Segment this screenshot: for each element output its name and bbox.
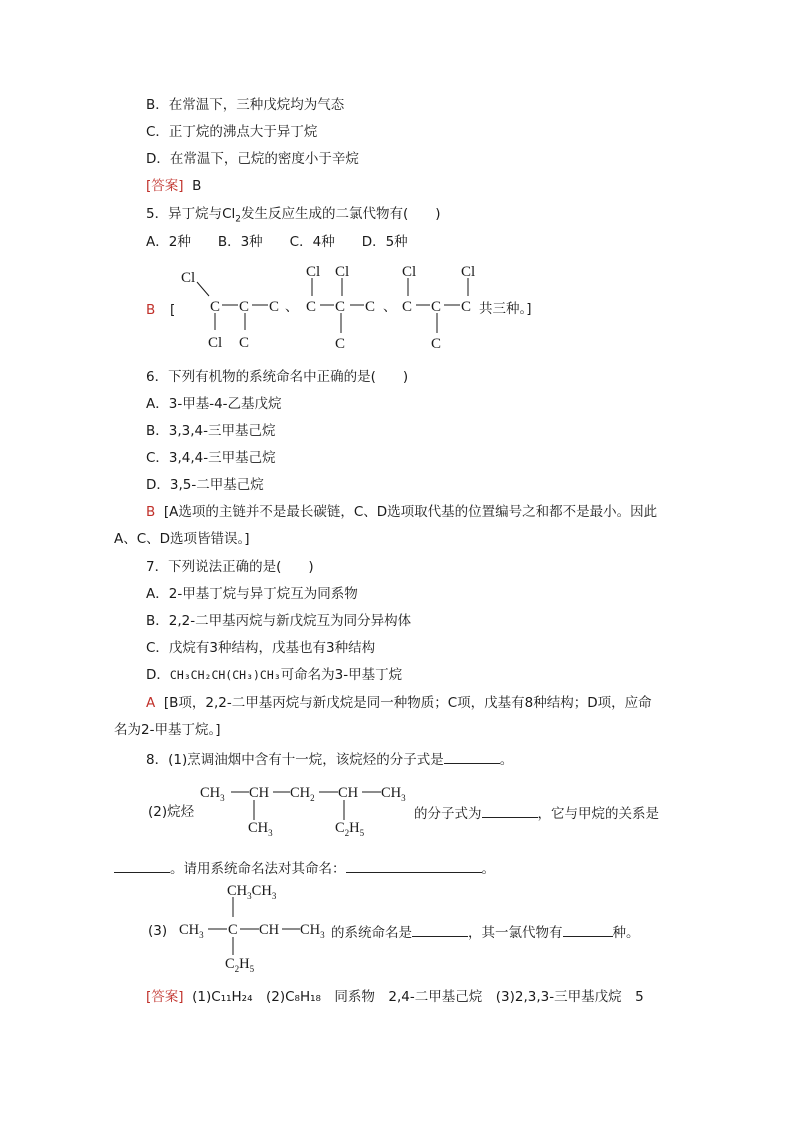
q7-stem: 7．下列说法正确的是( ) (146, 559, 314, 575)
explanation-line: [B项，2,2-二甲基丙烷与新戊烷是同一种物质；C项，戊基有8种结构；D项，应命 (163, 695, 652, 711)
q6-explanation (146, 503, 657, 521)
h: H (239, 956, 250, 972)
sub: 3 (401, 793, 406, 803)
answer-blank[interactable] (482, 803, 538, 818)
h: H (349, 820, 360, 836)
sub: 2 (344, 828, 350, 838)
q6-explanation-2: A、C、D选项皆错误。] (114, 531, 250, 547)
part3-text: 的系统命名是 (331, 925, 412, 941)
sub: 3 (199, 930, 204, 940)
s1-cl-bottom: Cl (208, 335, 223, 351)
q7-option-b: B．2,2-二甲基丙烷与新戊烷互为同分异构体 (146, 613, 412, 629)
quaternary-c: C (228, 922, 238, 938)
part3-text-2: ，其一氯代物有 (468, 925, 563, 941)
c2h5-bottom: C (225, 956, 235, 972)
q5-explain-end: 共三种。] (479, 301, 532, 317)
s1-c3: C (269, 299, 280, 315)
q8-part3-tail (331, 922, 640, 942)
svg-text:CH3 (300, 922, 325, 940)
q6-option-c: C．3,4,4-三甲基己烷 (146, 450, 276, 466)
s1-cl-top: Cl (181, 270, 196, 286)
q7-option-d (146, 666, 402, 684)
sub: 3 (220, 793, 225, 803)
ch3-right: CH (300, 922, 321, 938)
punct: 。 (481, 861, 495, 877)
answer-tag: [答案] (146, 178, 184, 194)
answer-blank[interactable] (346, 858, 482, 873)
q6-option-a: A．3-甲基-4-乙基戊烷 (146, 396, 282, 412)
svg-text:CH3 (200, 785, 225, 803)
q8-part3-label: (3) (148, 923, 168, 939)
svg-text:C2H5 (335, 820, 365, 838)
svg-text:CH3 (381, 785, 406, 803)
ch-1: CH (249, 785, 270, 801)
q4-option-c: C．正丁烷的沸点大于异丁烷 (146, 124, 318, 140)
sep-1: 、 (285, 299, 299, 315)
answer-blank[interactable] (114, 858, 170, 873)
s3-cl2: Cl (461, 264, 476, 280)
q4-option-b: B．在常温下，三种戊烷均为气态 (146, 97, 345, 113)
sub: 2 (310, 793, 315, 803)
ch3-down: CH (248, 820, 269, 836)
q7-option-c: C．戊烷有3种结构，戊基也有3种结构 (146, 640, 376, 656)
ch3-left: CH (179, 922, 200, 938)
q5-bracket: [ (170, 302, 176, 318)
sub: 3 (320, 930, 325, 940)
part1-text: 8．(1)烹调油烟中含有十一烷，该烷烃的分子式是 (146, 752, 444, 768)
q4-option-d: D．在常温下，己烷的密度小于辛烷 (146, 151, 359, 167)
punct: 。 (499, 752, 514, 768)
sub: 3 (268, 828, 273, 838)
ch3-right: CH (381, 785, 402, 801)
q8-part2-label: (2)烷烃 (148, 804, 195, 820)
sub: 3 (247, 891, 252, 901)
sep-2: 、 (383, 299, 397, 315)
q6-option-b: B．3,3,4-三甲基己烷 (146, 423, 276, 439)
q6-stem: 6．下列有机物的系统命名中正确的是( ) (146, 369, 409, 385)
subscript: 2 (235, 214, 242, 225)
q7-option-a: A．2-甲基丁烷与异丁烷互为同系物 (146, 586, 358, 602)
sub: 2 (234, 964, 240, 974)
s1-c1: C (210, 299, 221, 315)
s1-c4: C (239, 335, 250, 351)
option-text: 可命名为3-甲基丁烷 (280, 667, 403, 683)
svg-text:CH3 (179, 922, 204, 940)
ch-2: CH (338, 785, 359, 801)
part2-line2-text: 。请用系统命名法对其命名： (170, 861, 346, 877)
s2-cl1: Cl (306, 264, 321, 280)
formula: CH₃CH₂CH(CH₃)CH₃ (169, 668, 281, 682)
answer-blank[interactable] (412, 922, 468, 937)
s2-c1: C (306, 299, 317, 315)
s1-c2: C (239, 299, 250, 315)
sub: 5 (249, 964, 255, 974)
q8-answer (146, 988, 644, 1006)
s3-cl1: Cl (402, 264, 417, 280)
svg-text:CH2 (290, 785, 315, 803)
svg-text:C2H5 (225, 956, 255, 974)
s3-c4: C (431, 336, 442, 352)
s3-c3: C (461, 299, 472, 315)
q8-part2-tail (414, 803, 659, 823)
c2h5-down: C (335, 820, 345, 836)
q5-options: A．2种 B．3种 C．4种 D．5种 (146, 234, 408, 250)
answer-letter: A (146, 695, 156, 711)
part2-text-2: ，它与甲烷的关系是 (537, 806, 659, 822)
answer-value: B (192, 178, 202, 194)
q7-explanation-2: 名为2-甲基丁烷。] (114, 722, 221, 738)
answer-text: (1)C₁₁H₂₄ (2)C₈H₁₈ 同系物 2,4-二甲基己烷 (3)2,3,3-三甲基戊烷 5 (192, 989, 644, 1005)
q7-explanation (146, 694, 652, 712)
sub: 3 (271, 891, 277, 901)
q5-structures (0, 0, 794, 360)
answer-letter: B (146, 504, 156, 520)
q8-part1 (146, 749, 513, 769)
explanation-line: [A选项的主链并不是最长碳链，C、D选项取代基的位置编号之和都不是最小。因此 (163, 504, 658, 520)
part3-end: 种。 (612, 925, 640, 941)
svg-text:CH3 (248, 820, 273, 838)
part2-text: 的分子式为 (414, 806, 482, 822)
sub: 5 (359, 828, 365, 838)
ch2: CH (290, 785, 311, 801)
svg-text:CH3CH3 (227, 883, 277, 901)
s3-c2: C (431, 299, 442, 315)
s2-c4: C (335, 336, 346, 352)
q5-stem-text: 5．异丁烷与Cl (146, 206, 236, 222)
answer-blank[interactable] (563, 922, 613, 937)
ch: CH (259, 922, 280, 938)
answer-tag: [答案] (146, 989, 184, 1005)
q6-option-d: D．3,5-二甲基己烷 (146, 477, 264, 493)
s2-c3: C (365, 299, 376, 315)
ch3-top: CH (227, 883, 248, 899)
s3-c1: C (402, 299, 413, 315)
q5-answer-letter: B (146, 302, 156, 318)
option-label: D． (146, 667, 170, 683)
s2-c2: C (335, 299, 346, 315)
ch3-top-2: CH (251, 883, 272, 899)
ch3-left: CH (200, 785, 221, 801)
s2-cl2: Cl (335, 264, 350, 280)
q5-stem-text-2: 发生反应生成的二氯代物有( ) (241, 206, 441, 222)
answer-blank[interactable] (444, 749, 500, 764)
